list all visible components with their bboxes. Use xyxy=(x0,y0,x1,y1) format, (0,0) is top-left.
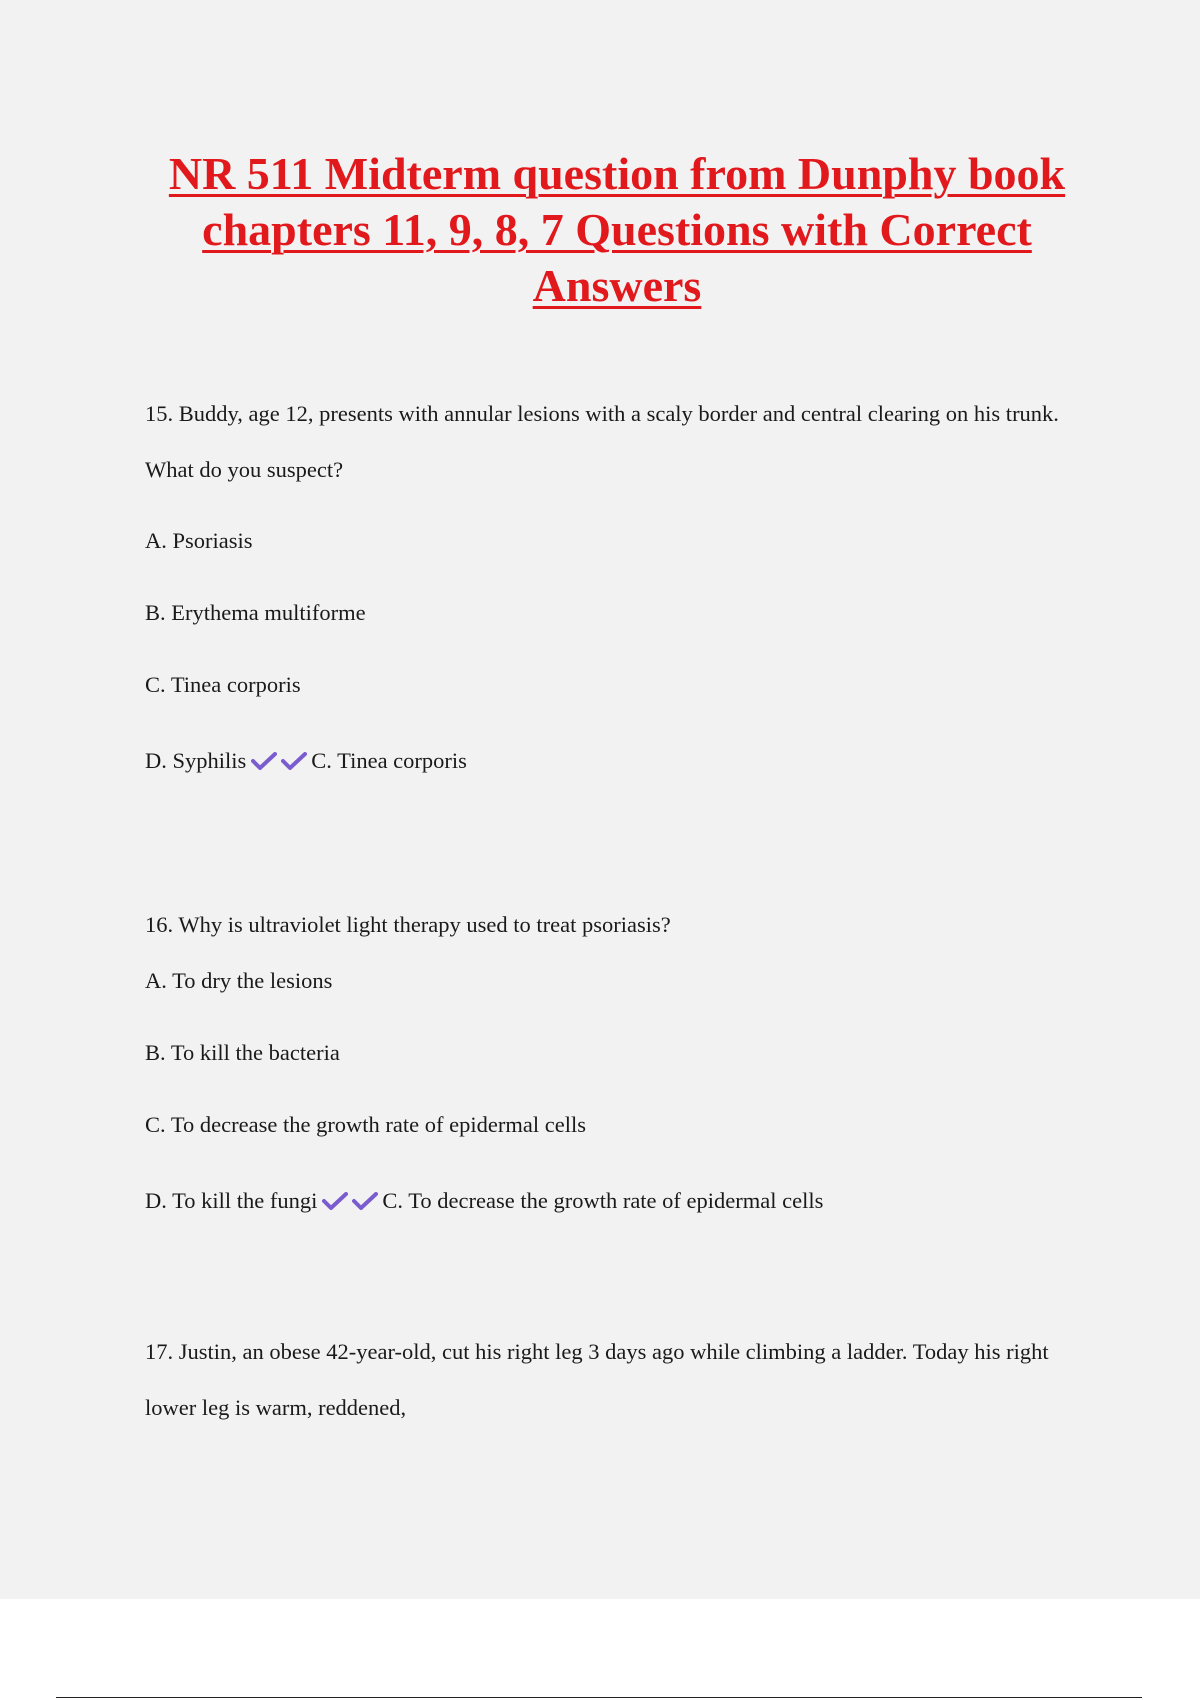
question-16-option-a: A. To dry the lesions xyxy=(145,968,333,993)
question-16-text: 16. Why is ultraviolet light therapy used to treat psoriasis? xyxy=(145,912,671,937)
question-16-option-d: D. To kill the fungi xyxy=(145,1188,318,1213)
question-15-option-a: A. Psoriasis xyxy=(145,528,253,553)
question-15-text: 15. Buddy, age 12, presents with annular lesions with a scaly border and central clearing on his trunk. What do you suspect? xyxy=(145,401,1059,482)
footer-divider xyxy=(56,1697,1142,1698)
question-15-option-d: D. Syphilis xyxy=(145,748,247,773)
question-15-option-b: B. Erythema multiforme xyxy=(145,600,366,625)
question-17-text: 17. Justin, an obese 42-year-old, cut his right leg 3 days ago while climbing a ladder. Today his right lower leg is warm, reddened, xyxy=(145,1339,1049,1420)
check-icon xyxy=(352,1191,378,1211)
check-icon xyxy=(322,1191,348,1211)
question-15-answer: C. Tinea corporis xyxy=(311,748,467,773)
question-15-option-c: C. Tinea corporis xyxy=(145,672,301,697)
check-icon xyxy=(281,751,307,771)
check-icon xyxy=(251,751,277,771)
question-16-answer: C. To decrease the growth rate of epidermal cells xyxy=(382,1188,824,1213)
question-15-option-d-row xyxy=(145,746,467,776)
question-16-option-b: B. To kill the bacteria xyxy=(145,1040,340,1065)
question-16-option-d-row xyxy=(145,1186,823,1216)
question-16-option-c: C. To decrease the growth rate of epidermal cells xyxy=(145,1112,586,1137)
document-title: NR 511 Midterm question from Dunphy book chapters 11, 9, 8, 7 Questions with Correct Answers xyxy=(168,148,1066,311)
